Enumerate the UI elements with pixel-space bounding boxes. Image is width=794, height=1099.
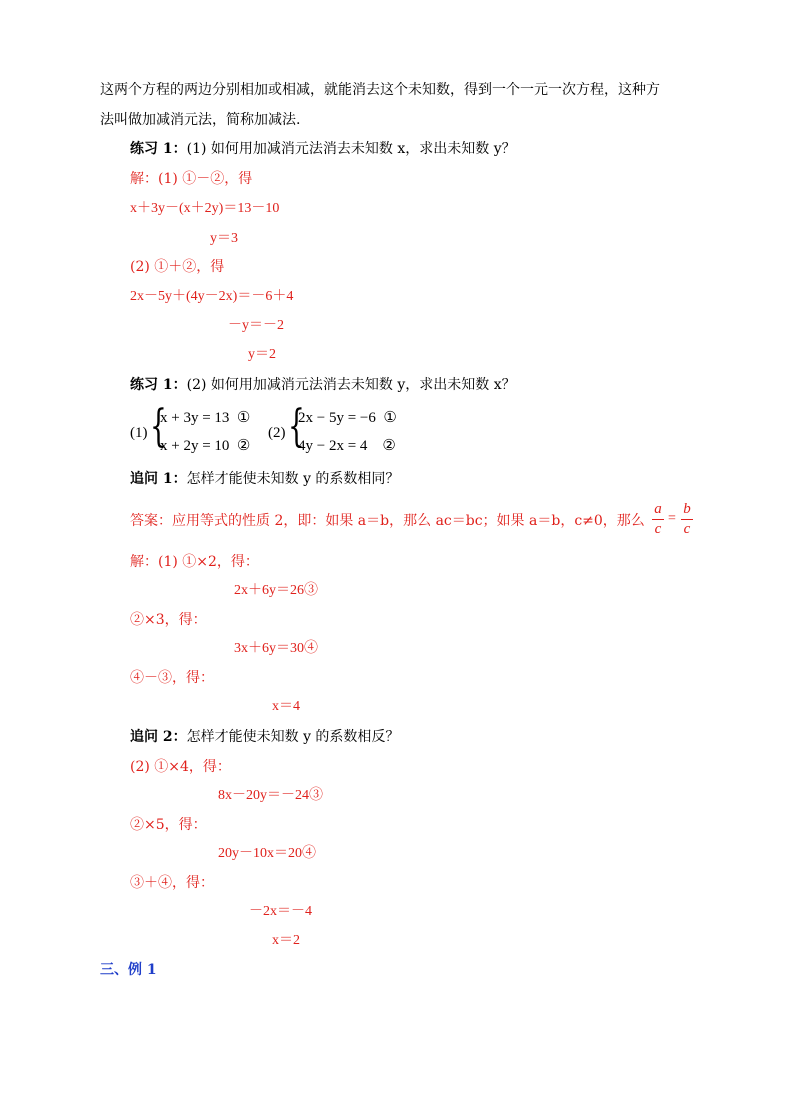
section-heading: 三、例 1 <box>100 962 157 978</box>
solution-2-eq2: 3x＋6y＝30④ <box>234 641 318 656</box>
exercise-title: 练习 1： <box>130 141 187 157</box>
solution-3-eq3: －2x＝－4 <box>249 904 312 919</box>
left-brace-icon: { <box>288 401 305 452</box>
followup-question: 怎样才能使未知数 y 的系数相同？ <box>186 471 400 487</box>
solution-3-head: (2) ①×4，得： <box>130 759 231 775</box>
solution-2-eq1: 2x＋6y＝26③ <box>234 583 318 598</box>
solution-3-head2: ②×5，得： <box>130 817 207 833</box>
fraction-numerator: a <box>654 501 662 517</box>
followup-question: 怎样才能使未知数 y 的系数相反？ <box>186 729 400 745</box>
system-2-row-1: 2x − 5y = −6 ① <box>298 410 397 426</box>
exercise-title: 练习 1： <box>130 377 187 393</box>
solution-1-head: 解：(1) ①－②，得 <box>130 171 253 187</box>
system-2-label: (2) <box>268 425 286 441</box>
followup-title: 追问 1： <box>130 471 187 487</box>
left-brace-icon: { <box>150 401 167 452</box>
solution-3-eq1: 8x－20y＝－24③ <box>218 788 323 803</box>
exercise-1b <box>130 375 516 395</box>
solution-1-eq1: x＋3y－(x＋2y)＝13－10 <box>130 201 280 216</box>
solution-1-eq3: 2x－5y＋(4y－2x)＝－6＋4 <box>130 289 294 304</box>
solution-3-eq4: x＝2 <box>272 933 300 948</box>
solution-1-head2: (2) ①＋②，得 <box>130 259 225 275</box>
solution-3-head3: ③＋④，得： <box>130 875 214 891</box>
intro-line-2: 法叫做加减消元法，简称加减法. <box>100 112 301 128</box>
fraction-denominator: c <box>683 521 691 537</box>
followup-title: 追问 2： <box>130 729 187 745</box>
followup-2 <box>130 727 399 747</box>
system-2-row-2: 4y − 2x = 4 ② <box>298 438 396 454</box>
solution-1-eq4: －y＝－2 <box>228 318 284 333</box>
solution-2-head2: ②×3，得： <box>130 612 207 628</box>
exercise-question: (1) 如何用加减消元法消去未知数 x，求出未知数 y？ <box>186 141 516 157</box>
intro-line-1: 这两个方程的两边分别相加或相减，就能消去这个未知数，得到一个一元一次方程，这种方 <box>100 82 660 98</box>
exercise-question: (2) 如何用加减消元法消去未知数 y，求出未知数 x？ <box>186 377 516 393</box>
solution-3-eq2: 20y－10x＝20④ <box>218 846 316 861</box>
solution-1-eq5: y＝2 <box>248 347 276 362</box>
fraction-b-over-c <box>681 502 693 537</box>
solution-2-head: 解：(1) ①×2，得： <box>130 554 259 570</box>
solution-1-eq2: y＝3 <box>210 231 238 246</box>
fraction-a-over-c <box>652 502 664 537</box>
system-1-row-1: x + 3y = 13 ① <box>160 410 251 426</box>
fraction-denominator: c <box>654 521 662 537</box>
answer-text: 答案：应用等式的性质 2，即：如果 a＝b，那么 ac＝bc；如果 a＝b，c≠0，那么 <box>130 513 645 529</box>
fraction-equals: = <box>668 511 676 526</box>
fraction-numerator: b <box>683 501 691 517</box>
system-1-row-2: x + 2y = 10 ② <box>160 438 251 454</box>
solution-2-head3: ④－③，得： <box>130 670 214 686</box>
system-1-label: (1) <box>130 425 148 441</box>
exercise-1a <box>130 139 516 159</box>
followup-1 <box>130 469 399 489</box>
solution-2-eq3: x＝4 <box>272 699 300 714</box>
